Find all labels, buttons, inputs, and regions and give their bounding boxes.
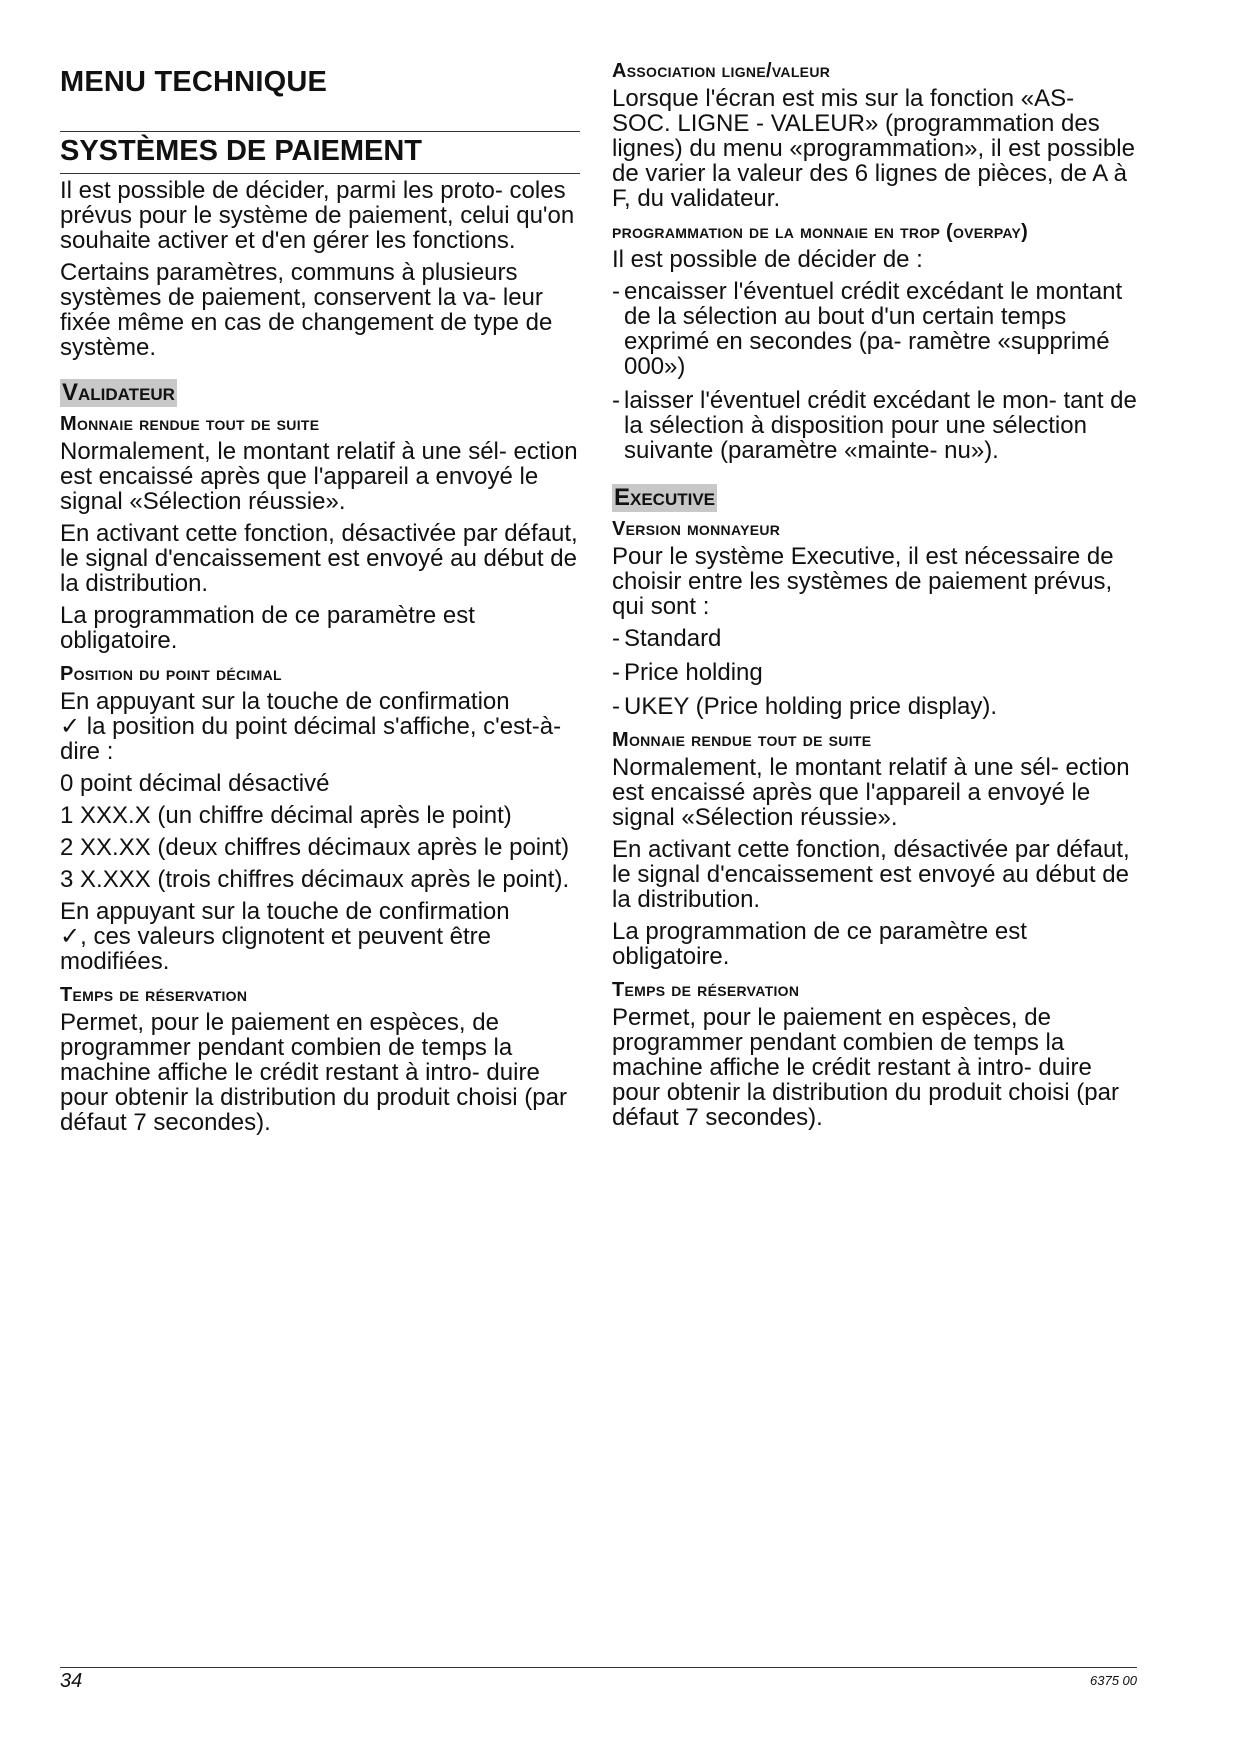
version-list: [612, 626, 1137, 719]
intro-paragraph-1: Il est possible de décider, parmi les proto- coles prévus pour le système de paiement, celui qu'on souhaite activer et d'en gérer les fonctions.: [60, 177, 575, 254]
position-intro-text-a: En appuyant sur la touche de confirmation: [60, 688, 510, 715]
version-item-1: Standard: [624, 625, 722, 652]
version-item-3: UKEY (Price holding price display).: [624, 693, 998, 720]
executive-heading: Executive: [614, 484, 716, 511]
version-heading: Version monnayeur: [612, 518, 781, 540]
position-outro-text-a: En appuyant sur la touche de confirmation: [60, 898, 510, 925]
position-outro-text-b: , ces valeurs clignotent et peuvent être modifiées.: [60, 923, 492, 975]
section-title-bar: [60, 131, 580, 174]
overpay-item-1: encaisser l'éventuel crédit excédant le montant de la sélection au bout d'un certain temps exprimé en secondes (pa- ramètre «supprimé 000»): [624, 278, 1123, 380]
executive-monnaie-paragraph-3: La programmation de ce paramètre est obligatoire.: [612, 918, 1027, 970]
executive-temps-heading: Temps de réservation: [612, 979, 800, 1001]
executive-monnaie-heading: Monnaie rendue tout de suite: [612, 729, 872, 751]
position-option-2: 2 XX.XX (deux chiffres décimaux après le point): [60, 834, 570, 861]
list-item: - encaisser l'éventuel crédit excédant le montant de la sélection au bout d'un certain temps exprimé en secondes (pa- ramètre «supprimé 000»): [612, 279, 1137, 379]
left-column: [60, 60, 580, 1142]
checkmark-icon: ✓: [60, 923, 81, 950]
association-heading: Association ligne/valeur: [612, 60, 831, 82]
version-item-2: Price holding: [624, 659, 763, 686]
intro-paragraph-2: Certains paramètres, communs à plusieurs systèmes de paiement, conservent la va- leur fixée même en cas de changement de type de système.: [60, 259, 553, 361]
executive-monnaie-paragraph-2: En activant cette fonction, désactivée par défaut, le signal d'encaissement est envoyé au début de la distribution.: [612, 836, 1130, 913]
position-option-3: 3 X.XXX (trois chiffres décimaux après le point).: [60, 866, 570, 893]
footer-divider: [60, 1667, 1137, 1668]
overpay-list: [612, 279, 1137, 463]
document-code: 6375 00: [1090, 1673, 1137, 1688]
validateur-heading: Validateur: [62, 379, 175, 406]
association-paragraph: Lorsque l'écran est mis sur la fonction «AS- SOC. LIGNE - VALEUR» (programmation des lignes) du menu «programmation», il est possible de varier la valeur des 6 lignes de pièces, de A à F, du validateur.: [612, 85, 1135, 212]
section-title: SYSTÈMES DE PAIEMENT: [60, 135, 423, 167]
validateur-temps-heading: Temps de réservation: [60, 984, 248, 1006]
position-intro-text-b: la position du point décimal s'affiche, c'est-à-dire :: [60, 713, 562, 765]
version-paragraph: Pour le système Executive, il est nécessaire de choisir entre les systèmes de paiement prévus, qui sont :: [612, 543, 1114, 620]
list-item: - UKEY (Price holding price display).: [612, 693, 998, 720]
list-item: - Price holding: [612, 659, 763, 686]
list-item: - Standard: [612, 625, 722, 652]
menu-title: MENU TECHNIQUE: [60, 66, 328, 98]
validateur-monnaie-paragraph-2: En activant cette fonction, désactivée par défaut, le signal d'encaissement est envoyé au début de la distribution.: [60, 520, 578, 597]
overpay-item-2: laisser l'éventuel crédit excédant le mon- tant de la sélection à disposition pour une sélection suivante (paramètre «mainte- nu»).: [624, 387, 1137, 464]
overpay-heading: programmation de la monnaie en trop (overpay): [612, 221, 1029, 243]
position-outro: [60, 899, 580, 974]
executive-temps-paragraph: Permet, pour le paiement en espèces, de programmer pendant combien de temps la machine affiche le crédit restant à intro- duire pour obtenir la distribution du produit choisi (par défaut 7 secondes).: [612, 1004, 1119, 1131]
validateur-temps-paragraph: Permet, pour le paiement en espèces, de programmer pendant combien de temps la machine affiche le crédit restant à intro- duire pour obtenir la distribution du produit choisi (par défaut 7 secondes).: [60, 1009, 567, 1136]
position-heading: Position du point décimal: [60, 663, 282, 685]
executive-monnaie-paragraph-1: Normalement, le montant relatif à une sél- ection est encaissé après que l'appareil a envoyé le signal «Sélection réussie».: [612, 754, 1130, 831]
position-option-0: 0 point décimal désactivé: [60, 770, 330, 797]
validateur-monnaie-paragraph-1: Normalement, le montant relatif à une sél- ection est encaissé après que l'appareil a envoyé le signal «Sélection réussie».: [60, 438, 578, 515]
overpay-intro: Il est possible de décider de :: [612, 246, 923, 273]
position-intro: [60, 689, 580, 764]
validateur-monnaie-paragraph-3: La programmation de ce paramètre est obligatoire.: [60, 602, 475, 654]
checkmark-icon: ✓: [60, 713, 81, 740]
position-option-1: 1 XXX.X (un chiffre décimal après le point): [60, 802, 512, 829]
validateur-monnaie-heading: Monnaie rendue tout de suite: [60, 413, 320, 435]
page-number: 34: [60, 1670, 83, 1692]
list-item: - laisser l'éventuel crédit excédant le mon- tant de la sélection à disposition pour une sélection suivante (paramètre «mainte- nu»).: [612, 387, 1137, 464]
right-column: [612, 60, 1137, 1137]
